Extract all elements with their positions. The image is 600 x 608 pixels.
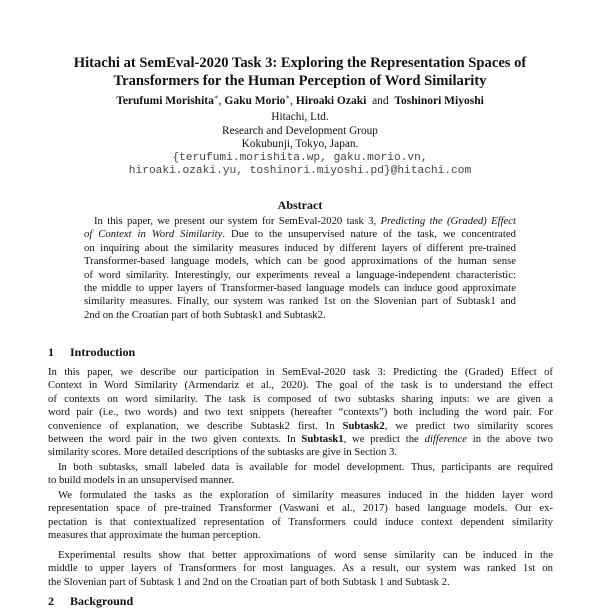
text-line xyxy=(48,433,553,446)
text-run: We formulated the tasks as the exploration of similarity measures induced in the hidden layer word xyxy=(58,489,553,501)
author-separator: , xyxy=(218,95,225,107)
author-name: Terufumi Morishita xyxy=(116,95,214,107)
text-line xyxy=(48,529,553,542)
text-line xyxy=(48,576,553,589)
text-line xyxy=(84,309,516,322)
author-mark: ∗ xyxy=(285,93,291,102)
text-line xyxy=(84,242,516,255)
italic-text: of Context in Word Similarity xyxy=(84,228,223,241)
text-line xyxy=(84,255,516,268)
text-run: In this paper, we present our system for SemEval-2020 task 3, xyxy=(94,215,381,227)
italic-text: Predicting the (Graded) Effect xyxy=(380,215,516,227)
text-run: similarity measures. Finally, our system was ranked 1st on the Slovenian part of Subtask1 and xyxy=(84,295,516,308)
text-run: the middle to upper layers of Transformer-based language models can induce good approximate xyxy=(84,282,516,294)
affiliation xyxy=(0,111,600,179)
text-line xyxy=(48,446,553,459)
author-mark: ∗ xyxy=(213,93,219,102)
text-run: representation space of pre-trained Transformer (Vaswani et al., 2017) based language models. Our ex- xyxy=(48,502,553,515)
author-separator: and xyxy=(366,95,395,107)
text-run: , we predict the xyxy=(343,433,425,445)
author-name: Hiroaki Ozaki xyxy=(295,95,367,107)
section-heading-background xyxy=(48,594,133,608)
author-name: Toshinori Miyoshi xyxy=(394,95,484,107)
text-line xyxy=(48,474,553,487)
text-line xyxy=(48,562,553,575)
author-list xyxy=(0,94,600,108)
text-run: of word similarity. Interestingly, our experiments reveal a language-independent characteristic: xyxy=(84,268,516,281)
section-title: Background xyxy=(70,594,134,608)
text-run: in the above two xyxy=(466,433,553,445)
author-name: Gaku Morio xyxy=(224,95,286,107)
bold-text: Subtask2 xyxy=(342,419,385,432)
text-run: measures that approximate the human perception. xyxy=(48,529,261,542)
text-run: similarity scores. More detailed descriptions of the subtasks are give in Section 3. xyxy=(48,446,398,459)
text-line xyxy=(84,282,516,295)
italic-text: difference xyxy=(424,433,467,445)
text-line xyxy=(48,366,553,379)
affiliation-dept: Research and Development Group xyxy=(222,124,378,137)
text-run: 2nd on the Croatian part of both Subtask1 and Subtask2. xyxy=(84,308,326,321)
title-line: Hitachi at SemEval-2020 Task 3: Exploring the Representation Spaces of xyxy=(73,55,527,71)
email-line: {terufumi.morishita.wp, gaku.morio.vn, xyxy=(172,151,428,164)
text-run: between the word pair in the two given contexts. In xyxy=(48,433,302,445)
section-heading-introduction xyxy=(48,345,135,359)
affiliation-org: Hitachi, Ltd. xyxy=(271,111,329,123)
text-line xyxy=(84,295,516,308)
text-line xyxy=(84,228,516,241)
author-separator: , xyxy=(290,95,296,107)
text-run: middle to upper layers of Transformers for most languages. As a result, our system was ranked 1st on xyxy=(48,562,553,575)
text-line xyxy=(94,215,516,228)
affiliation-location: Kokubunji, Tokyo, Japan. xyxy=(241,138,359,151)
abstract-heading: Abstract xyxy=(277,198,323,212)
text-run: In this paper, we describe our participation in SemEval-2020 task 3: Predicting the (Graded) Effect of xyxy=(48,366,553,378)
text-run: In both subtasks, small labeled data is available for model development. Thus, participants are required xyxy=(58,461,553,473)
text-line xyxy=(84,269,516,282)
section-number: 2 xyxy=(48,594,54,608)
paper-title xyxy=(0,54,600,90)
text-line xyxy=(48,502,553,515)
text-line xyxy=(48,406,553,419)
text-run: to build models in an unsupervised manner. xyxy=(48,474,235,487)
email-line: hiroaki.ozaki.yu, toshinori.miyoshi.pd}@hitachi.com xyxy=(128,165,472,178)
text-line xyxy=(48,516,553,529)
text-line xyxy=(48,379,553,392)
text-run: of contexts on word similarity. The task is composed of two subtasks sharing inputs: we are given a xyxy=(48,392,553,405)
text-run: Experimental results show that better approximations of word sense similarity can be induced in the xyxy=(58,549,553,561)
text-run: convenience of explanation, we describe Subtask2 first. In xyxy=(48,419,343,432)
bold-text: Subtask1 xyxy=(301,433,344,445)
text-run: . Due to the unsupervised nature of the task, we concentrated xyxy=(222,228,516,241)
text-line xyxy=(58,489,553,502)
section-title: Introduction xyxy=(70,345,136,359)
text-line xyxy=(58,549,553,562)
section-number: 1 xyxy=(48,345,54,359)
text-run: on inquiring about the similarity measures induced by different layers of different pre-trained xyxy=(84,241,516,254)
text-run: pectation is that contextualized representation of Transformers could induce context dependent similarity xyxy=(48,515,553,528)
text-run: the Slovenian part of Subtask 1 and 2nd on the Croatian part of both Subtask 1 and Subtask 2. xyxy=(48,575,450,588)
text-run: Transformer-based language models, which can be good approximations of the human sense xyxy=(84,255,516,268)
text-run: word pair (i.e., two words) and two text snippets (hereafter “contexts”) both including the word pair. For xyxy=(48,406,553,419)
text-line xyxy=(48,393,553,406)
text-line xyxy=(58,461,553,474)
text-run: Context in Word Similarity (Armendariz et al., 2020). The goal of the task is to understand the effect xyxy=(48,379,553,392)
title-line: Transformers for the Human Perception of Word Similarity xyxy=(113,73,487,89)
text-line xyxy=(48,420,553,433)
text-run: , we predict two similarity scores xyxy=(384,419,553,432)
